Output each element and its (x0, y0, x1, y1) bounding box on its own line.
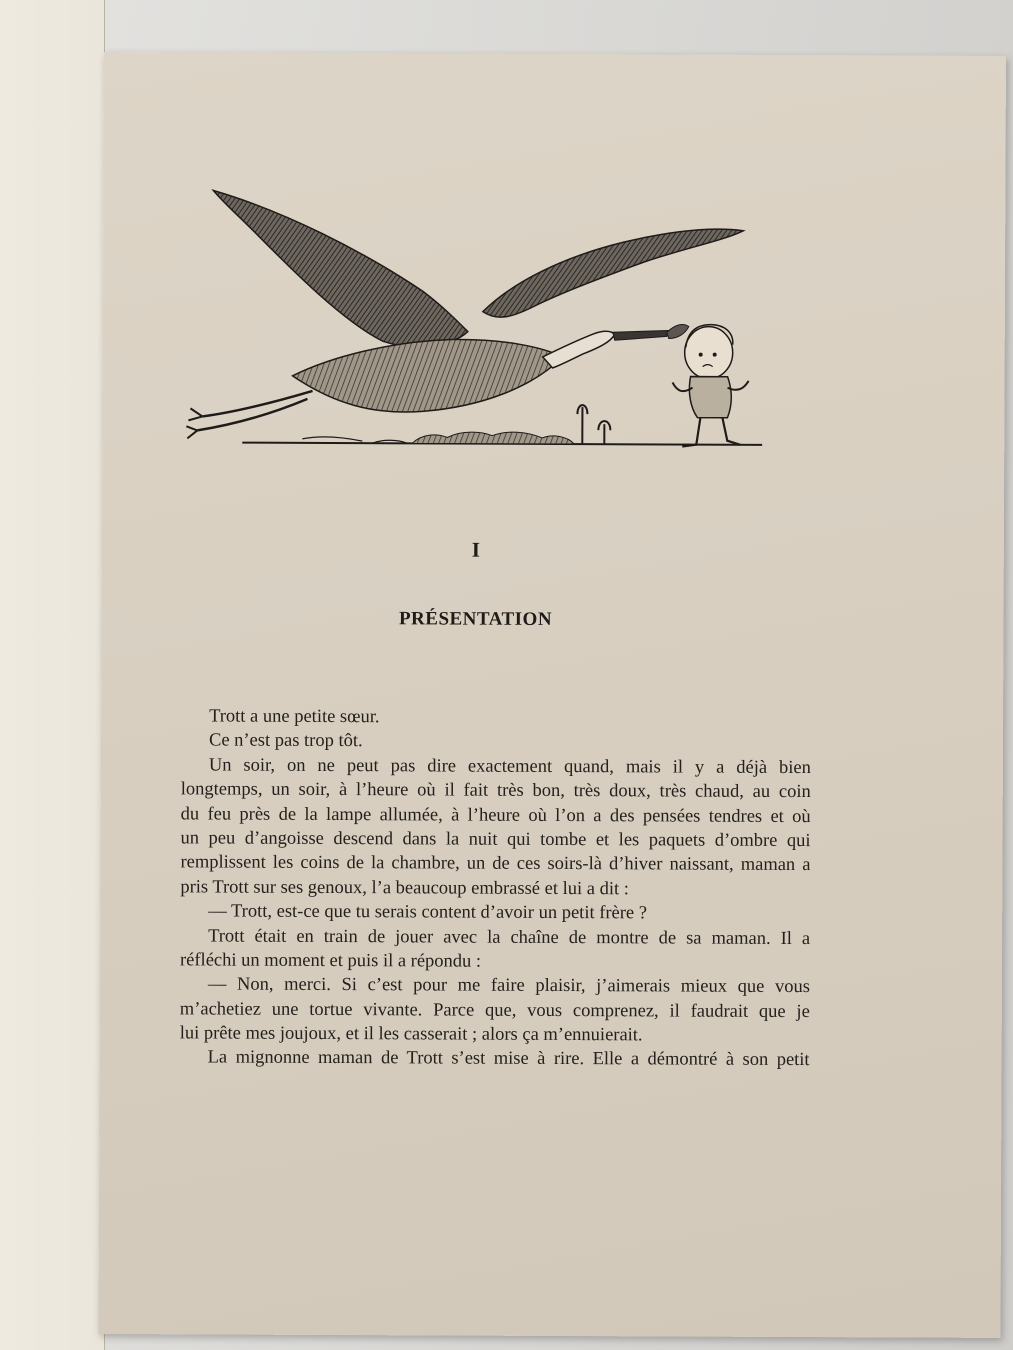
stork-neck (543, 331, 615, 368)
stork-beak (613, 330, 668, 340)
chapter-number: I (471, 537, 480, 562)
body-line: Trott était en train de jouer avec la chaîne de montre de sa maman. Il a (208, 925, 811, 949)
stork-front-wing (483, 228, 743, 318)
body-line: du feu près de la lampe allumée, à l’heure où l’on a des pensées tendres et où (180, 803, 811, 827)
body-line: pris Trott sur ses genoux, l’a beaucoup embrassé et lui a dit : (180, 877, 629, 900)
stork-rear-wing (213, 190, 469, 346)
body-line: un peu d’angoisse descend dans la nuit qui tombe et les paquets d’ombre qui (180, 828, 811, 852)
body-line: Trott a une petite sœur. (209, 706, 380, 728)
facing-page-edge (0, 0, 105, 1350)
bundle-strap (667, 324, 689, 338)
body-line: La mignonne maman de Trott s’est mise à rire. Elle a démontré à son petit (207, 1047, 810, 1071)
body-line: Ce n’est pas trop tôt. (208, 730, 363, 752)
body-line: Un soir, on ne peut pas dire exactement quand, mais il y a déjà bien (208, 755, 811, 778)
body-line: longtemps, un soir, à l’heure où il fait très bon, très doux, très chaud, au coin (180, 779, 811, 803)
distant-tree (577, 405, 587, 444)
stork-body (292, 339, 562, 413)
body-line: lui prête mes joujoux, et il les casserait ; alors ça m’ennuierait. (179, 1023, 643, 1046)
distant-village (412, 432, 574, 444)
stork-legs (197, 390, 312, 431)
body-line: réfléchi un moment et puis il a répondu : (179, 950, 482, 972)
baby-figure (672, 324, 749, 446)
book-page (98, 52, 1006, 1338)
distant-tree (598, 421, 610, 444)
body-line: m’achetiez une tortue vivante. Parce que, vous comprenez, il faudrait que je (179, 999, 810, 1022)
chapter-title: PRÉSENTATION (398, 608, 553, 630)
chapter-body-text (180, 704, 812, 1073)
body-line: remplissent les coins de la chambre, un de ces soirs-là d’hiver naissant, maman a (180, 852, 811, 876)
body-line: — Non, merci. Si c’est pour me faire plaisir, j’aimerais mieux que vous (207, 974, 810, 998)
body-line: — Trott, est-ce que tu serais content d’avoir un petit frère ? (208, 901, 648, 924)
stork-illustration (182, 180, 763, 453)
